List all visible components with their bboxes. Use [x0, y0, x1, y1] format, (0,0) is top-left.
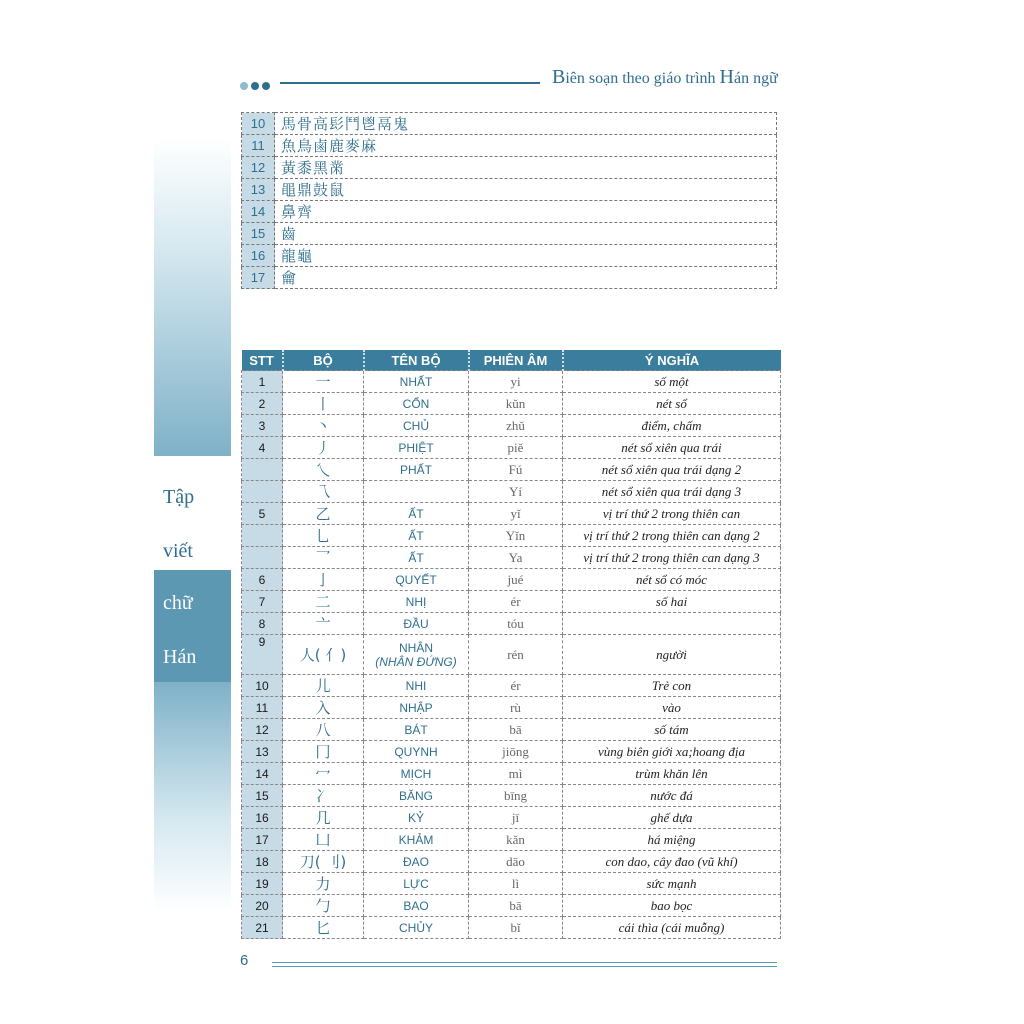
col-header-bo: BỘ [283, 350, 364, 371]
cell-radical: 一 [283, 371, 364, 393]
cell-pinyin: kǎn [469, 829, 563, 851]
cell-radical-name: KỶ [364, 807, 469, 829]
radical-chars: 齒 [275, 223, 777, 245]
cell-pinyin: bǐ [469, 917, 563, 939]
cell-radical: 凵 [283, 829, 364, 851]
cell-radical-name [364, 481, 469, 503]
table-row [242, 763, 781, 785]
header-dots [240, 77, 273, 95]
table-row [242, 807, 781, 829]
table-row [242, 675, 781, 697]
col-header-y-nghia: Ý NGHĨA [563, 350, 781, 371]
radical-chars: 龍龜 [275, 245, 777, 267]
cell-radical-name: CỔN [364, 393, 469, 415]
cell-radical-name: ĐẦU [364, 613, 469, 635]
cell-meaning: cái thìa (cái muỗng) [563, 917, 781, 939]
cell-pinyin: ér [469, 675, 563, 697]
table-row [242, 525, 781, 547]
cell-meaning: nét sổ xiên qua trái dạng 3 [563, 481, 781, 503]
cell-radical-name: PHẤT [364, 459, 469, 481]
table-row [242, 415, 781, 437]
table-row [242, 697, 781, 719]
cell-radical: 二 [283, 591, 364, 613]
cell-pinyin: Yǐn [469, 525, 563, 547]
cell-radical-name: ẤT [364, 525, 469, 547]
cell-stt: 18 [242, 851, 283, 873]
cell-meaning: điểm, chấm [563, 415, 781, 437]
cell-meaning: nước đá [563, 785, 781, 807]
cell-stt: 7 [242, 591, 283, 613]
cell-radical: 刀( 刂) [283, 851, 364, 873]
cell-radical-name: CHỦ [364, 415, 469, 437]
table-row [242, 201, 777, 223]
table-row [242, 895, 781, 917]
table-row [242, 223, 777, 245]
header-title [552, 66, 778, 89]
table-row [242, 873, 781, 895]
row-number: 17 [242, 267, 275, 289]
header-dot [240, 82, 248, 90]
cell-meaning: bao bọc [563, 895, 781, 917]
header-dot [251, 82, 259, 90]
cell-stt: 21 [242, 917, 283, 939]
cell-radical: 冖 [283, 763, 364, 785]
cell-radical-name: NHẤT [364, 371, 469, 393]
cell-meaning: há miệng [563, 829, 781, 851]
cell-pinyin: Ya [469, 547, 563, 569]
cell-radical: 乛 [283, 547, 364, 569]
radical-chars: 鼻齊 [275, 201, 777, 223]
cell-radical: 乁 [283, 481, 364, 503]
table-row [242, 157, 777, 179]
table-row [242, 917, 781, 939]
cell-radical-name: ẤT [364, 547, 469, 569]
col-header-phien-am: PHIÊN ÂM [469, 350, 563, 371]
cell-pinyin: piě [469, 437, 563, 459]
cell-stt [242, 459, 283, 481]
radical-name-main: NHÂN [398, 640, 433, 655]
cell-meaning: số tám [563, 719, 781, 741]
cell-meaning: sức mạnh [563, 873, 781, 895]
cell-radical: 儿 [283, 675, 364, 697]
cell-pinyin: ér [469, 591, 563, 613]
table-row [242, 113, 777, 135]
table-row [242, 393, 781, 415]
cell-stt: 8 [242, 613, 283, 635]
cell-meaning: vị trí thứ 2 trong thiên can [563, 503, 781, 525]
row-number: 11 [242, 135, 275, 157]
table-row [242, 635, 781, 675]
table-row [242, 829, 781, 851]
cell-stt: 11 [242, 697, 283, 719]
cell-pinyin: tóu [469, 613, 563, 635]
table-row [242, 569, 781, 591]
cell-stt: 14 [242, 763, 283, 785]
cell-pinyin: rù [469, 697, 563, 719]
cell-radical-name: NHI [364, 675, 469, 697]
cell-radical: 乚 [283, 525, 364, 547]
table-row [242, 503, 781, 525]
cell-stt: 16 [242, 807, 283, 829]
cell-radical: 力 [283, 873, 364, 895]
cell-radical: 亅 [283, 569, 364, 591]
table-row [242, 245, 777, 267]
cell-stt: 12 [242, 719, 283, 741]
header-dot [262, 82, 270, 90]
cell-pinyin: mì [469, 763, 563, 785]
cell-stt [242, 547, 283, 569]
cell-pinyin: jiōng [469, 741, 563, 763]
cell-stt: 1 [242, 371, 283, 393]
table-row [242, 459, 781, 481]
header-title-part: án ngữ [733, 70, 778, 87]
table-row [242, 719, 781, 741]
cell-radical-name: BĂNG [364, 785, 469, 807]
radical-chars: 魚鳥鹵鹿麥麻 [275, 135, 777, 157]
table-row [242, 547, 781, 569]
table-row [242, 741, 781, 763]
cell-pinyin: jī [469, 807, 563, 829]
cell-radical-name: ĐAO [364, 851, 469, 873]
page-number: 6 [240, 952, 249, 969]
table-row [242, 179, 777, 201]
cell-radical: 人( 亻) [283, 635, 364, 675]
cell-radical-name: BAO [364, 895, 469, 917]
radical-chars: 馬骨高髟鬥鬯鬲鬼 [275, 113, 777, 135]
side-word-4: Hán [163, 646, 197, 668]
cell-radical-name: NHẬP [364, 697, 469, 719]
table-row [242, 613, 781, 635]
radical-continuation-table [241, 112, 777, 289]
cell-radical: 丿 [283, 437, 364, 459]
cell-radical-name: NHỊ [364, 591, 469, 613]
cell-stt: 4 [242, 437, 283, 459]
cell-radical-name: MỊCH [364, 763, 469, 785]
cell-pinyin: yǐ [469, 503, 563, 525]
cell-meaning: trùm khăn lên [563, 763, 781, 785]
table-row [242, 785, 781, 807]
cell-stt: 2 [242, 393, 283, 415]
cell-radical: 丨 [283, 393, 364, 415]
cell-radical: 乙 [283, 503, 364, 525]
side-word-3: chữ [163, 592, 193, 614]
cell-radical: 丶 [283, 415, 364, 437]
cell-radical: 匕 [283, 917, 364, 939]
cell-meaning: người [563, 635, 781, 675]
cell-meaning: vào [563, 697, 781, 719]
cell-stt [242, 525, 283, 547]
cell-meaning [563, 613, 781, 635]
cell-radical-name: QUYẾT [364, 569, 469, 591]
cell-pinyin: zhǔ [469, 415, 563, 437]
col-header-stt: STT [242, 350, 283, 371]
col-header-ten-bo: TÊN BỘ [364, 350, 469, 371]
cell-stt: 19 [242, 873, 283, 895]
cell-radical-name: CHỦY [364, 917, 469, 939]
radical-chars: 黽鼎鼓鼠 [275, 179, 777, 201]
cell-stt: 9 [242, 635, 283, 675]
cell-radical: 冫 [283, 785, 364, 807]
table-row [242, 267, 777, 289]
cell-radical: 亠 [283, 613, 364, 635]
table-row [242, 851, 781, 873]
cell-radical: 入 [283, 697, 364, 719]
cell-meaning: nét sổ xiên qua trái [563, 437, 781, 459]
cell-radical-name: LỰC [364, 873, 469, 895]
cell-pinyin: lì [469, 873, 563, 895]
cell-pinyin: Fú [469, 459, 563, 481]
cell-stt: 13 [242, 741, 283, 763]
cell-meaning: con dao, cây đao (vũ khí) [563, 851, 781, 873]
row-number: 12 [242, 157, 275, 179]
side-band-bottom [154, 682, 231, 912]
side-word-2: viết [163, 540, 193, 562]
table-row [242, 371, 781, 393]
cell-pinyin: dāo [469, 851, 563, 873]
cell-radical-name: QUYNH [364, 741, 469, 763]
cell-pinyin: rén [469, 635, 563, 675]
cell-radical: 几 [283, 807, 364, 829]
cell-meaning: số hai [563, 591, 781, 613]
radical-name-sub: (NHÂN ĐỨNG) [375, 654, 457, 669]
cell-meaning: nét sổ có móc [563, 569, 781, 591]
cell-stt: 10 [242, 675, 283, 697]
cell-pinyin: kǔn [469, 393, 563, 415]
cell-pinyin: jué [469, 569, 563, 591]
row-number: 15 [242, 223, 275, 245]
cell-pinyin: Yí [469, 481, 563, 503]
cell-meaning: nét sổ xiên qua trái dạng 2 [563, 459, 781, 481]
cell-stt: 17 [242, 829, 283, 851]
cell-radical-name: BÁT [364, 719, 469, 741]
cell-meaning: số một [563, 371, 781, 393]
cell-radical: 八 [283, 719, 364, 741]
cell-stt: 20 [242, 895, 283, 917]
radical-table-header [242, 350, 781, 371]
cell-radical: 冂 [283, 741, 364, 763]
table-row [242, 481, 781, 503]
cell-meaning: nét sổ [563, 393, 781, 415]
header-title-part: iên soạn theo giáo trình [565, 70, 720, 87]
table-row [242, 437, 781, 459]
cell-radical: 勹 [283, 895, 364, 917]
row-number: 14 [242, 201, 275, 223]
radical-table [241, 350, 781, 939]
cell-stt: 6 [242, 569, 283, 591]
radical-chars: 黃黍黑黹 [275, 157, 777, 179]
cell-stt [242, 481, 283, 503]
cell-meaning: vị trí thứ 2 trong thiên can dạng 2 [563, 525, 781, 547]
cell-stt: 15 [242, 785, 283, 807]
table-row [242, 135, 777, 157]
cell-pinyin: bā [469, 719, 563, 741]
cell-meaning: ghế dựa [563, 807, 781, 829]
cell-meaning: Trẻ con [563, 675, 781, 697]
side-band-top [154, 138, 231, 456]
side-word-1: Tập [163, 486, 195, 508]
row-number: 16 [242, 245, 275, 267]
footer-rule [272, 962, 777, 967]
cell-radical: 乀 [283, 459, 364, 481]
cell-meaning: vị trí thứ 2 trong thiên can dạng 3 [563, 547, 781, 569]
header-rule [280, 82, 540, 84]
cell-pinyin: yi [469, 371, 563, 393]
table-row [242, 591, 781, 613]
cell-radical-name: ẤT [364, 503, 469, 525]
row-number: 13 [242, 179, 275, 201]
header-title-initial: B [552, 66, 566, 88]
cell-meaning: vùng biên giới xa;hoang địa [563, 741, 781, 763]
cell-radical-name [364, 635, 469, 675]
cell-stt: 5 [242, 503, 283, 525]
header-title-initial: H [719, 66, 734, 88]
row-number: 10 [242, 113, 275, 135]
cell-radical-name: PHIỆT [364, 437, 469, 459]
cell-stt: 3 [242, 415, 283, 437]
cell-pinyin: bā [469, 895, 563, 917]
cell-radical-name: KHẢM [364, 829, 469, 851]
cell-pinyin: bīng [469, 785, 563, 807]
radical-chars: 龠 [275, 267, 777, 289]
